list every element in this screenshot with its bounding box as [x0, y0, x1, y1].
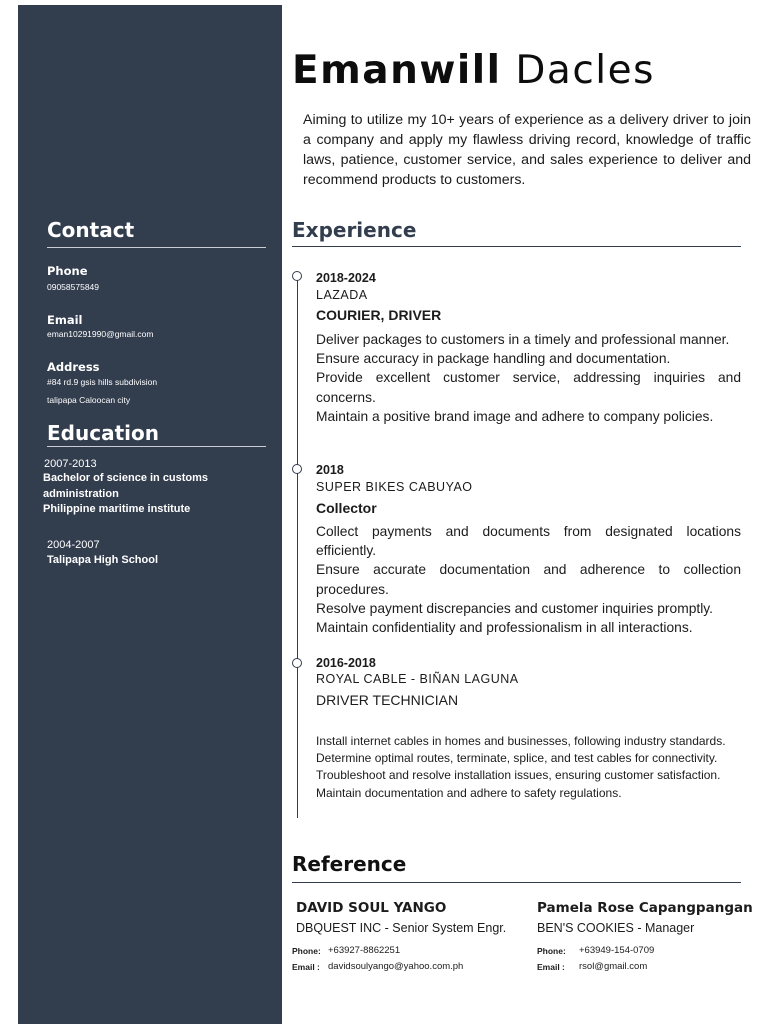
job-years: 2018 — [316, 463, 344, 477]
reference-name: DAVID SOUL YANGO — [296, 900, 447, 916]
duty-item: Maintain a positive brand image and adhere to company policies. — [316, 408, 714, 424]
address-line-1: #84 rd.9 gsis hills subdivision — [47, 377, 158, 387]
reference-email-label: Email : — [537, 962, 565, 972]
address-label: Address — [47, 360, 100, 374]
duty-item: Maintain documentation and adhere to safety regulations. — [316, 785, 622, 800]
job-company: ROYAL CABLE - BIÑAN LAGUNA — [316, 672, 519, 686]
reference-phone: +63927-8862251 — [328, 945, 401, 956]
reference-role: DBQUEST INC - Senior System Engr. — [296, 921, 507, 935]
summary-text: Aiming to utilize my 10+ years of experience as a delivery driver to join a company and apply my flawless driving record, knowledge of traffic laws, patience, customer service, and sales experience to deliver and recommend products to customers. — [303, 112, 751, 188]
timeline-dot — [292, 658, 302, 668]
job-company: LAZADA — [316, 288, 368, 302]
duty-item: Provide excellent customer service, addressing inquiries and concerns. — [316, 370, 741, 405]
timeline-line — [297, 276, 298, 818]
address-line-2: talipapa Caloocan city — [47, 395, 131, 405]
reference-heading: Reference — [292, 852, 407, 876]
education-heading: Education — [47, 421, 159, 445]
email-value: eman10291990@gmail.com — [47, 329, 154, 339]
candidate-name — [292, 48, 655, 93]
duty-item: Collect payments and documents from designated locations efficiently. — [316, 524, 741, 559]
duty-item: Ensure accurate documentation and adherence to collection procedures. — [316, 562, 741, 597]
phone-value: 09058575849 — [47, 282, 100, 292]
duty-item: Determine optimal routes, terminate, splice, and test cables for connectivity. — [316, 751, 718, 766]
duty-item: Deliver packages to customers in a timely and professional manner. — [316, 332, 730, 347]
phone-label: Phone — [47, 264, 88, 278]
duty-item: Maintain confidentiality and professionalism in all interactions. — [316, 620, 693, 636]
duty-item: Install internet cables in homes and businesses, following industry standards. — [316, 734, 726, 748]
duty-item: Troubleshoot and resolve installation issues, ensuring customer satisfaction. — [316, 768, 721, 783]
duty-item: Resolve payment discrepancies and customer inquiries promptly. — [316, 600, 713, 616]
reference-role: BEN'S COOKIES - Manager — [537, 921, 695, 935]
education-degree — [43, 470, 208, 502]
contact-divider — [47, 247, 266, 248]
timeline-dot — [292, 464, 302, 474]
reference-phone: +63949-154-0709 — [579, 945, 655, 956]
education-degree-line-1: Bachelor of science in customs — [43, 472, 209, 484]
reference-phone-label: Phone: — [292, 946, 321, 956]
experience-heading: Experience — [292, 218, 417, 242]
reference-email-label: Email : — [292, 962, 320, 972]
experience-divider — [292, 246, 741, 247]
education-years: 2007-2013 — [44, 458, 97, 470]
job-duties — [316, 733, 741, 802]
reference-email: davidsoulyango@yahoo.com.ph — [328, 961, 464, 972]
education-years: 2004-2007 — [47, 539, 100, 551]
last-name: Dacles — [515, 48, 655, 93]
email-label: Email — [47, 313, 83, 327]
job-duties — [316, 330, 741, 426]
job-years: 2018-2024 — [316, 271, 376, 285]
job-title: COURIER, DRIVER — [316, 307, 442, 323]
education-school: Philippine maritime institute — [43, 503, 191, 515]
duty-item: Ensure accuracy in package handling and documentation. — [316, 351, 671, 367]
job-company: SUPER BIKES CABUYAO — [316, 480, 473, 494]
job-years: 2016-2018 — [316, 656, 376, 670]
reference-name: Pamela Rose Capangpangan — [537, 900, 753, 916]
job-title: DRIVER TECHNICIAN — [316, 692, 459, 708]
job-duties — [316, 522, 741, 637]
reference-divider — [292, 882, 741, 883]
reference-email: rsol@gmail.com — [579, 961, 648, 972]
job-title: Collector — [316, 500, 377, 516]
first-name: Emanwill — [292, 48, 502, 93]
reference-phone-label: Phone: — [537, 946, 566, 956]
education-school: Talipapa High School — [47, 554, 159, 566]
education-degree-line-2: administration — [43, 488, 119, 500]
timeline-dot — [292, 271, 302, 281]
contact-heading: Contact — [47, 218, 135, 242]
education-divider — [47, 446, 266, 447]
